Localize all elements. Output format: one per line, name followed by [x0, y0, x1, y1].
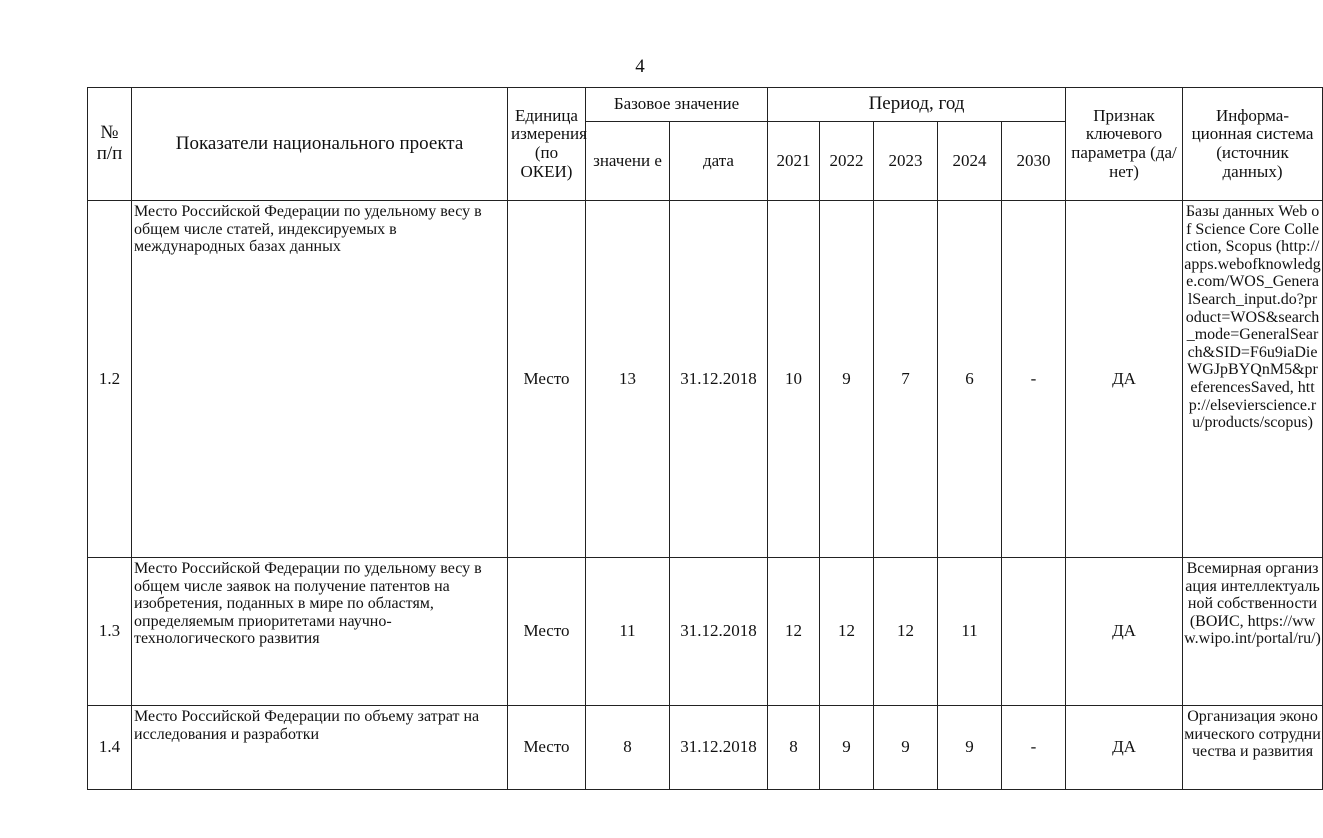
row-num: 1.3 — [88, 558, 132, 706]
row-indicator: Место Российской Федерации по удельному весу в общем числе статей, индексируемых в международных базах данных — [132, 201, 508, 558]
row-2022: 9 — [820, 706, 874, 790]
row-source: Организация экономического сотрудничества и развития — [1183, 706, 1323, 790]
row-key-param: ДА — [1066, 558, 1183, 706]
row-2021: 12 — [768, 558, 820, 706]
row-2024: 6 — [938, 201, 1002, 558]
row-base-value: 13 — [586, 201, 670, 558]
row-base-date: 31.12.2018 — [670, 706, 768, 790]
row-key-param: ДА — [1066, 706, 1183, 790]
header-unit: Единица измерения (по ОКЕИ) — [508, 88, 586, 201]
header-num: № п/п — [88, 88, 132, 201]
row-2021: 10 — [768, 201, 820, 558]
row-unit: Место — [508, 558, 586, 706]
header-base-value: значени е — [586, 122, 670, 201]
row-unit: Место — [508, 706, 586, 790]
row-2024: 9 — [938, 706, 1002, 790]
row-2030 — [1002, 558, 1066, 706]
header-row-1 — [88, 88, 1323, 122]
header-period: Период, год — [768, 88, 1066, 122]
row-indicator: Место Российской Федерации по объему затрат на исследования и разработки — [132, 706, 508, 790]
row-2023: 12 — [874, 558, 938, 706]
header-key-param: Признак ключевого параметра (да/нет) — [1066, 88, 1183, 201]
header-year-2022: 2022 — [820, 122, 874, 201]
indicators-table — [87, 87, 1323, 790]
header-source: Информа-ционная система (источник данных) — [1183, 88, 1323, 201]
row-2023: 9 — [874, 706, 938, 790]
row-2030: - — [1002, 201, 1066, 558]
header-base: Базовое значение — [586, 88, 768, 122]
row-base-value: 8 — [586, 706, 670, 790]
row-source: Всемирная организация интеллектуальной собственности (ВОИС, https://www.wipo.int/portal/ru/) — [1183, 558, 1323, 706]
row-num: 1.2 — [88, 201, 132, 558]
row-base-date: 31.12.2018 — [670, 201, 768, 558]
row-2024: 11 — [938, 558, 1002, 706]
row-base-date: 31.12.2018 — [670, 558, 768, 706]
table-row — [88, 706, 1323, 790]
page-number: 4 — [635, 56, 645, 77]
row-2022: 12 — [820, 558, 874, 706]
row-num: 1.4 — [88, 706, 132, 790]
row-base-value: 11 — [586, 558, 670, 706]
row-2023: 7 — [874, 201, 938, 558]
row-2022: 9 — [820, 201, 874, 558]
row-key-param: ДА — [1066, 201, 1183, 558]
row-indicator: Место Российской Федерации по удельному весу в общем числе заявок на получение патентов на изобретения, поданных в мире по областям, определяемым приоритетами научно-технологического развития — [132, 558, 508, 706]
header-year-2030: 2030 — [1002, 122, 1066, 201]
table-row — [88, 558, 1323, 706]
header-year-2024: 2024 — [938, 122, 1002, 201]
row-unit: Место — [508, 201, 586, 558]
header-indicator: Показатели национального проекта — [132, 88, 508, 201]
header-year-2021: 2021 — [768, 122, 820, 201]
row-2021: 8 — [768, 706, 820, 790]
table-row — [88, 201, 1323, 558]
header-year-2023: 2023 — [874, 122, 938, 201]
row-2030: - — [1002, 706, 1066, 790]
header-base-date: дата — [670, 122, 768, 201]
row-source: Базы данных Web of Science Core Collection, Scopus (http://apps.webofknowledge.com/WOS_GeneralSearch_input.do?product=WOS&search_mode=GeneralSearch&SID=F6u9iaDieWGJpBYQnM5&preferencesSaved, http://elsevierscience.ru/products/scopus) — [1183, 201, 1323, 558]
